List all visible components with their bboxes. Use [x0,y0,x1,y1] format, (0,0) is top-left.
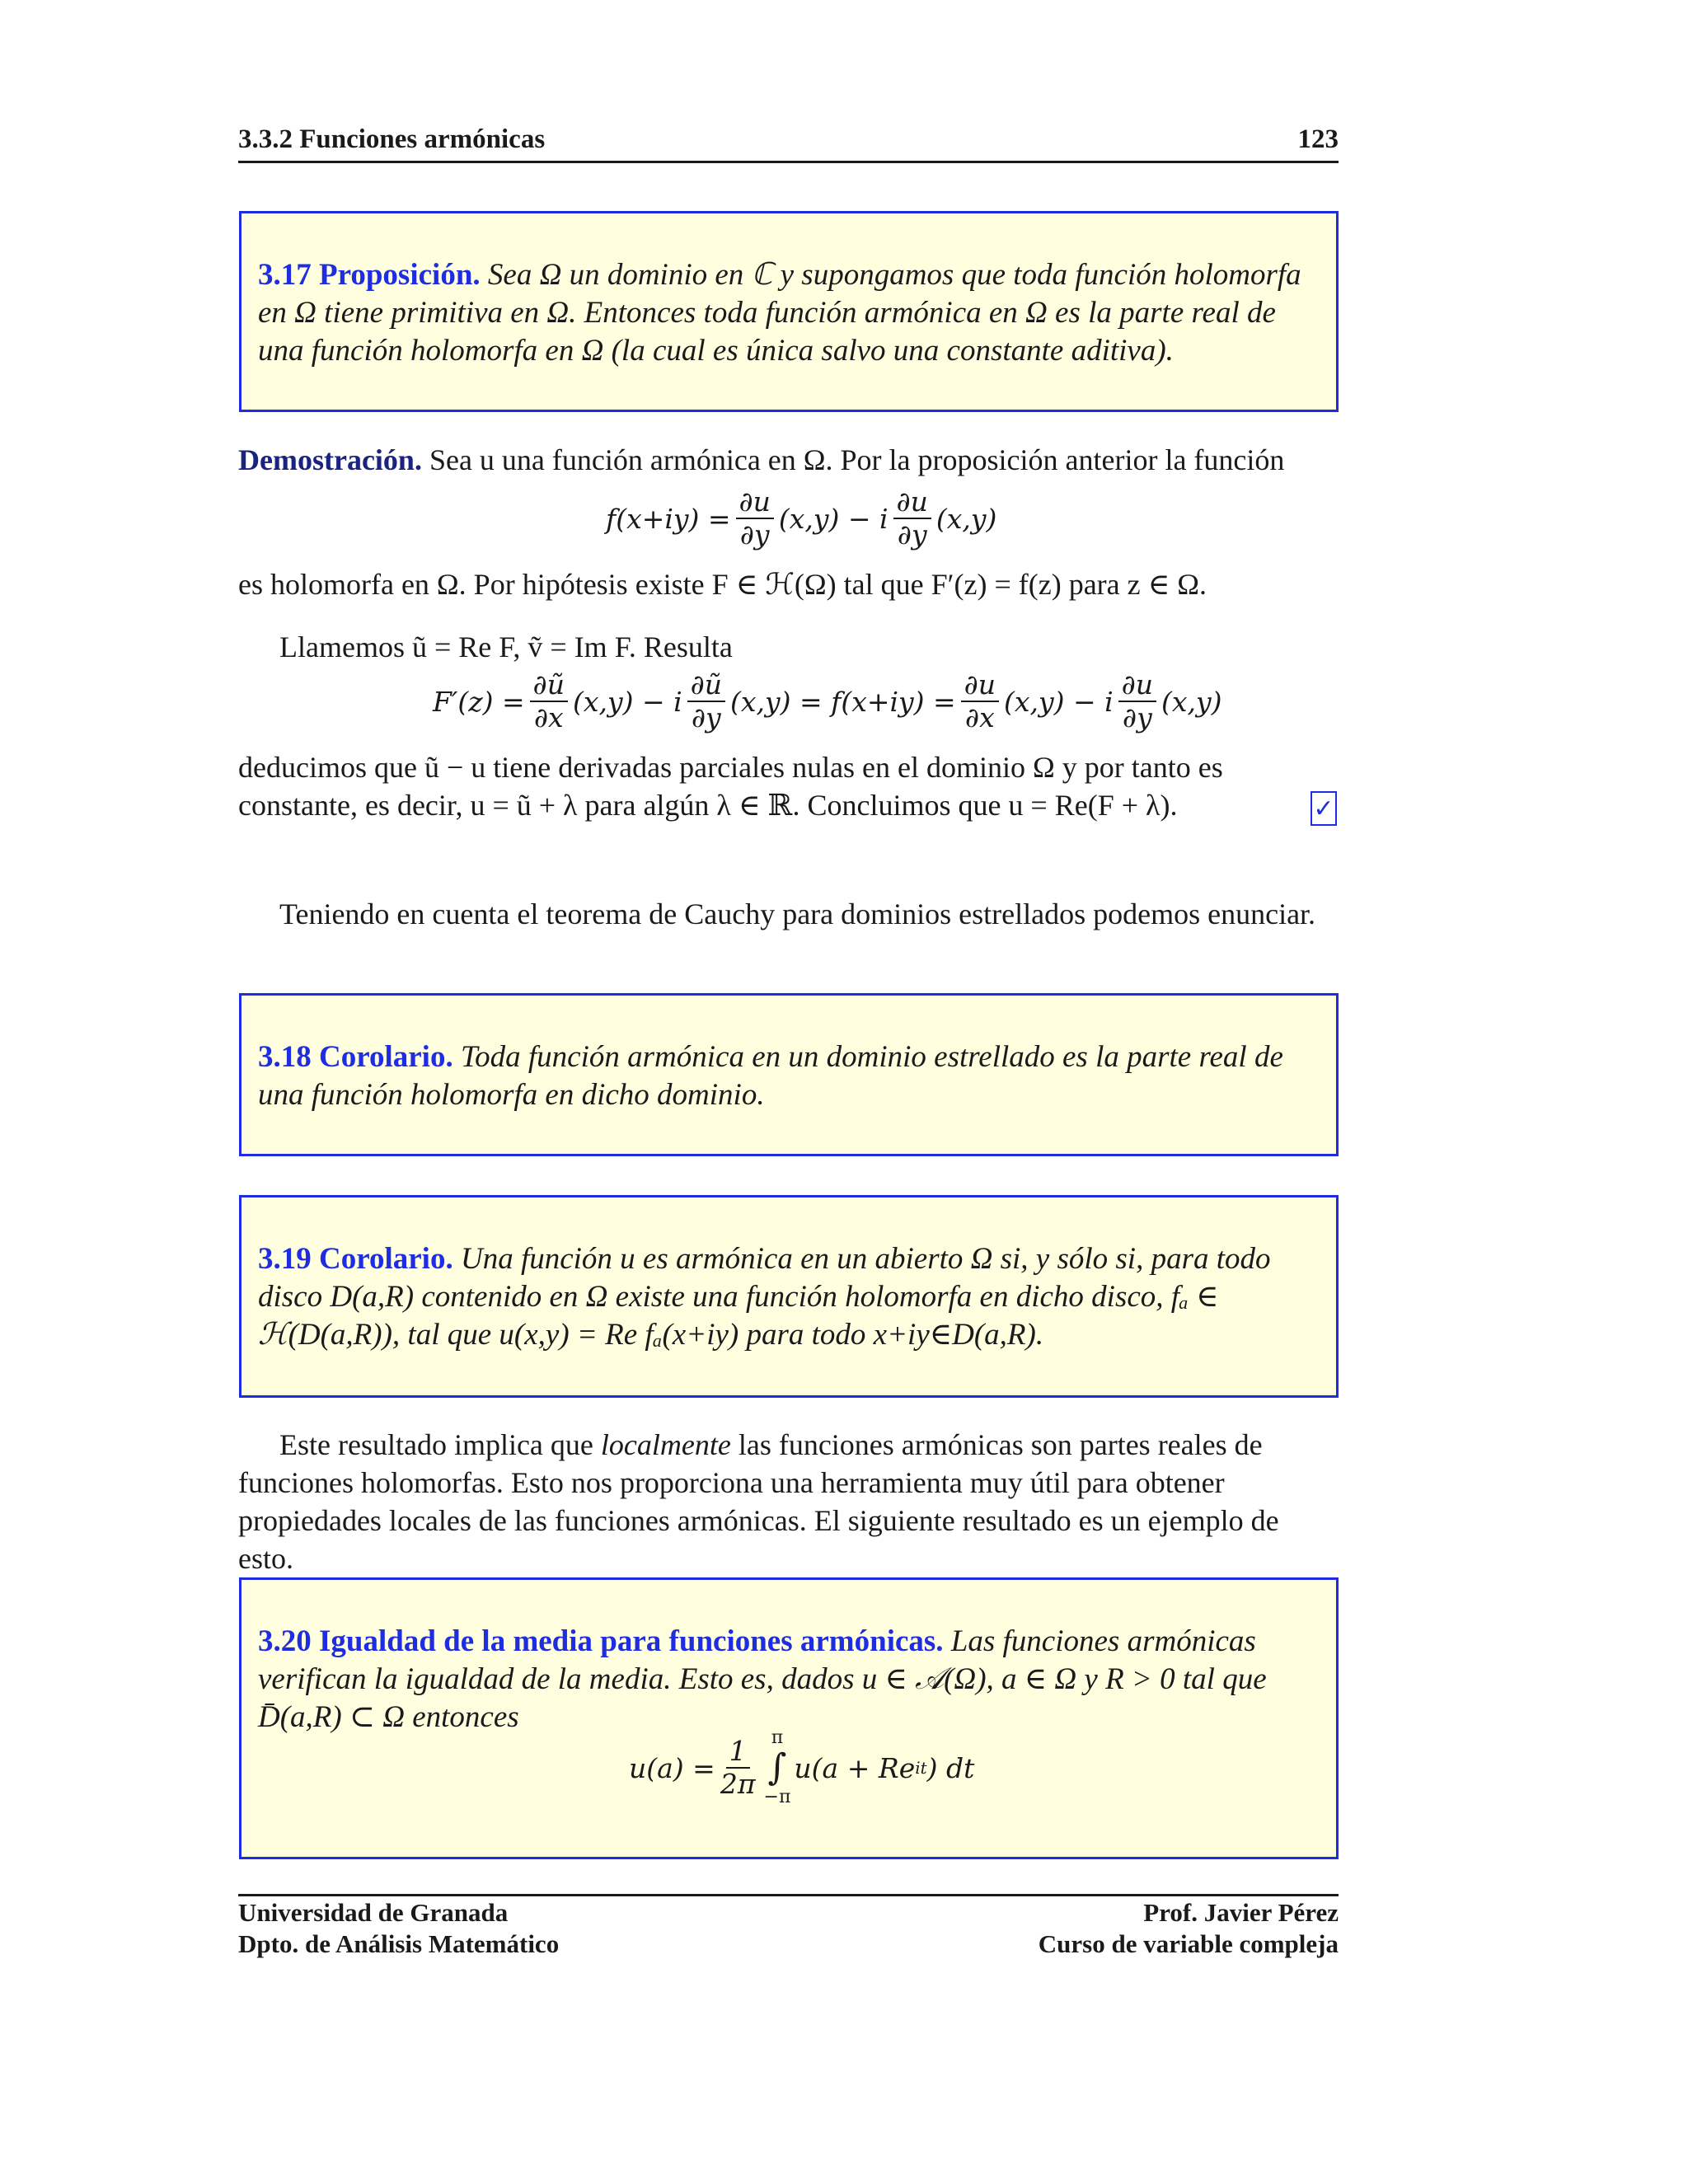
theorem-text: Las funciones armónicas verifican la igualdad de la media. Esto es, dados u ∈ 𝒜(Ω), a ∈ Ω y R > 0 tal que D̄(a,R) ⊂ Ω entonces [258,1624,1267,1734]
fraction-numerator: ∂u [736,486,774,519]
paragraph-local-start: Este resultado implica que [279,1428,593,1461]
fraction-denominator: ∂x [533,701,564,733]
fraction-du-dx [961,669,999,733]
page-number: 123 [1297,124,1339,154]
fraction-numerator: ∂ũ [530,669,568,702]
corollary-label: 3.18 Corolario. [258,1040,453,1074]
fraction-du-dy [736,486,774,551]
corollary-text: Una función u es armónica en un abierto Ω si, y sólo si, para todo disco D(a,R) contenido en Ω existe una función holomorfa en dicho disco, fₐ ∈ ℋ(D(a,R)), tal que u(x,y) = Re fₐ(x+iy) para todo x+iy∈D(a,R). [258,1242,1271,1352]
formula-f-end: (x,y) [935,502,997,535]
formula-F-derivative [433,669,1222,733]
theorem-3-20-box [239,1577,1339,1859]
paragraph-local-emphasis: localmente [600,1428,731,1461]
footer-left [238,1897,559,1960]
formula-f-def [606,486,996,551]
qed-checkmark-icon: ✓ [1311,791,1337,826]
footer-right [907,1897,1339,1960]
integral-lower-limit: −π [763,1787,791,1807]
formula-exponent: it [915,1758,927,1778]
formula-term: (x,y) − i [1004,685,1114,718]
corollary-3-19-box [239,1195,1339,1398]
proof-line-1 [238,441,1339,479]
paragraph-cauchy: Teniendo en cuenta el teorema de Cauchy para dominios estrellados podemos enunciar. [279,898,1316,930]
formula-lhs: u(a) = [629,1751,715,1784]
footer-course: Curso de variable compleja [1038,1929,1339,1958]
proposition-3-17 [258,256,1320,370]
integral-upper-limit: π [771,1727,784,1748]
fraction-numerator: ∂u [961,669,999,702]
formula-term: (x,y) = f(x+iy) = [730,685,956,718]
formula-f-lhs: f(x+iy) = [606,502,731,535]
fraction-denominator: ∂y [691,701,721,733]
proof-line-2: es holomorfa en Ω. Por hipótesis existe F ∈ ℋ(Ω) tal que F′(z) = f(z) para z ∈ Ω. [238,568,1207,601]
fraction-denominator: ∂y [1123,701,1152,733]
formula-integrand: u(a + Re [794,1751,916,1784]
corollary-3-18 [258,1038,1320,1114]
fraction-numerator: ∂u [893,486,931,519]
corollary-label: 3.19 Corolario. [258,1242,453,1276]
fraction-denominator: ∂y [897,518,927,551]
paragraph-local [238,1426,1339,1577]
formula-term: (x,y) [1161,685,1222,718]
fraction-du-dy-3 [1118,669,1156,733]
footer-department: Dpto. de Análisis Matemático [238,1929,560,1958]
fraction-dutilde-dx [530,669,568,733]
theorem-3-20 [258,1623,1320,1736]
footer-university: Universidad de Granada [238,1898,509,1927]
proposition-label: 3.17 Proposición. [258,258,481,292]
fraction-denominator: ∂x [965,701,995,733]
corollary-3-18-box [239,993,1339,1156]
corollary-3-19 [258,1240,1320,1354]
corollary-text: Toda función armónica en un dominio estrellado es la parte real de una función holomorfa en dicho dominio. [258,1040,1283,1112]
formula-F-lhs: F′(z) = [433,685,525,718]
header-rule [238,161,1339,163]
running-header-section: 3.3.2 Funciones armónicas [238,124,546,154]
proof-intro: Sea u una función armónica en Ω. Por la proposición anterior la función [429,443,1285,476]
fraction-numerator: ∂u [1118,669,1156,702]
fraction-dutilde-dy [687,669,725,733]
fraction-denominator: 2π [720,1768,756,1800]
theorem-label: 3.20 Igualdad de la media para funciones armónicas. [258,1624,944,1658]
proposition-text: Sea Ω un dominio en ℂ y supongamos que toda función holomorfa en Ω tiene primitiva en Ω. Entonces toda función armónica en Ω es la parte real de una función holomorfa en Ω (la cual es única salvo una constante aditiva). [258,258,1301,368]
formula-mean-value [629,1728,974,1807]
formula-end: ) dt [926,1751,975,1784]
formula-f-mid: (x,y) − i [778,502,889,535]
proof-conclusion: deducimos que ũ − u tiene derivadas parciales nulas en el dominio Ω y por tanto es constante, es decir, u = ũ + λ para algún λ ∈ ℝ. Concluimos que u = Re(F + λ). [238,751,1223,822]
fraction-denominator: ∂y [739,518,770,551]
formula-term: (x,y) − i [573,685,682,718]
paragraph-local-end: las funciones armónicas son partes reales de funciones holomorfas. Esto nos proporciona una herramienta muy útil para obtener propiedades locales de las funciones armónicas. El siguiente resultado es un ejemplo de esto. [238,1428,1279,1575]
integral-sign: ∫ [767,1746,787,1788]
fraction-1-over-2pi [720,1736,756,1800]
fraction-numerator: 1 [726,1736,750,1769]
proposition-3-17-box [239,211,1339,412]
proof-label: Demostración. [238,443,422,476]
integral [764,1728,791,1807]
fraction-du-dy-2 [893,486,931,551]
footer-rule [238,1894,1339,1896]
footer-author: Prof. Javier Pérez [1143,1898,1339,1927]
proof-line-3: Llamemos ũ = Re F, ṽ = Im F. Resulta [279,630,733,663]
fraction-numerator: ∂ũ [687,669,725,702]
